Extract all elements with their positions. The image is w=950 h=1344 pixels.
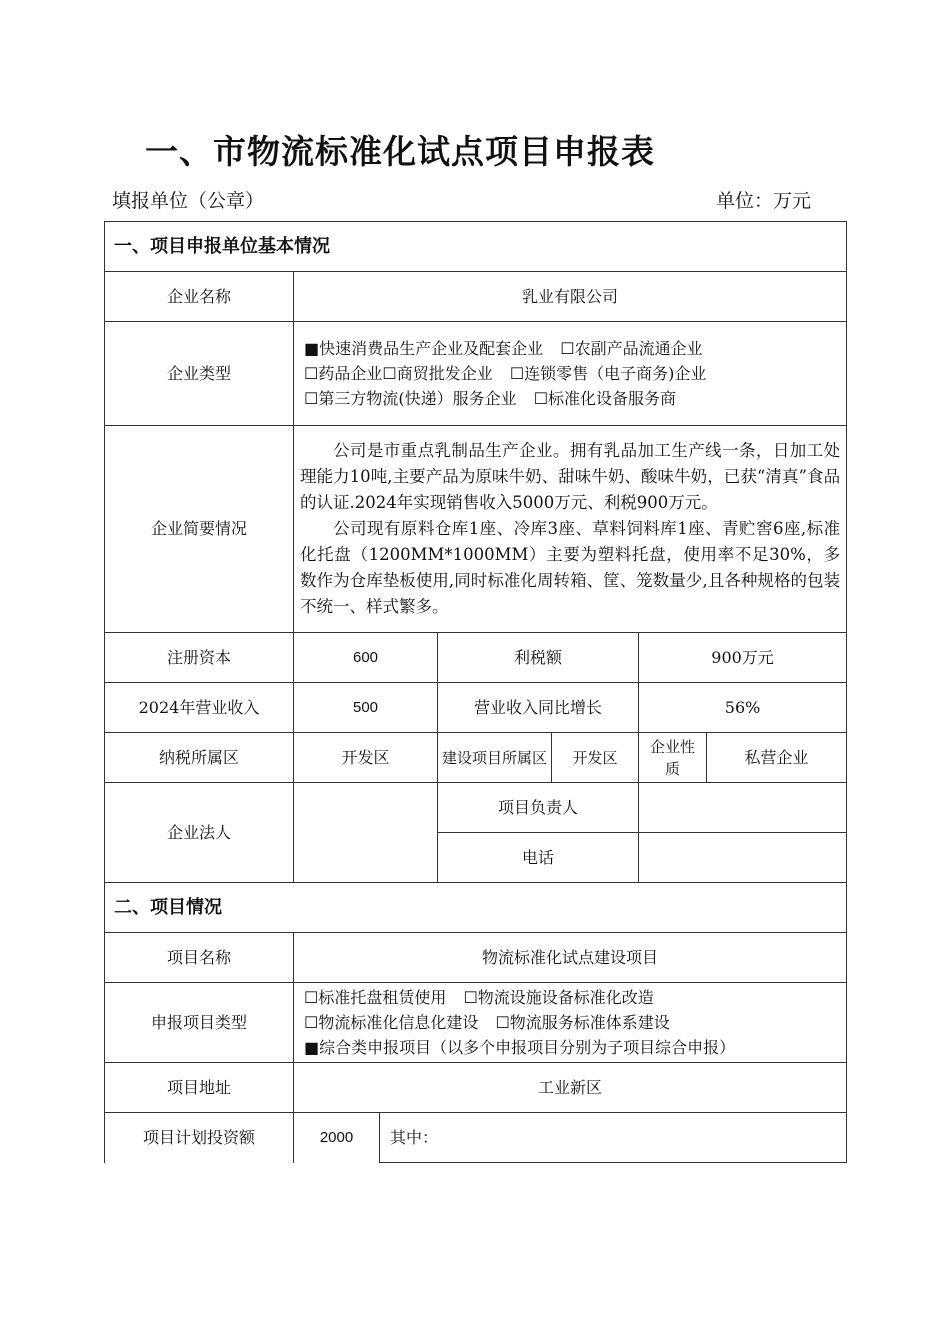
project-type-options	[294, 983, 847, 1063]
section-2-heading: 二、项目情况	[105, 883, 847, 933]
investment-breakdown[interactable]: 其中：	[380, 1113, 847, 1163]
profile-paragraph-2: 公司现有原料仓库1座、冷库3座、草料饲料库1座、青贮窖6座,标准化托盘（1200MM*1000MM）主要为塑料托盘，使用率不足30%，多数作为仓库垫板使用,同时标准化周转箱、筐、笼数量少,且各种规格的包装不统一、样式繁多。	[300, 519, 841, 616]
company-type-checkbox[interactable]: ☐第三方物流(快递）服务企业	[304, 389, 517, 408]
company-type-checkbox[interactable]: ☐标准化设备服务商	[533, 389, 677, 408]
profit-tax-value[interactable]: 900万元	[639, 633, 847, 683]
section-1-heading: 一、项目申报单位基本情况	[105, 222, 847, 272]
project-district-value[interactable]: 开发区	[552, 733, 639, 783]
revenue-value[interactable]: 500	[294, 683, 438, 733]
profit-tax-label: 利税额	[438, 633, 639, 683]
company-name-value[interactable]: 乳业有限公司	[294, 272, 847, 322]
company-type-checkbox[interactable]: ☐农副产品流通企业	[560, 339, 703, 358]
project-type-checkbox[interactable]: ☐物流服务标准体系建设	[495, 1013, 670, 1032]
investment-value[interactable]: 2000	[294, 1113, 380, 1163]
legal-rep-value[interactable]	[294, 783, 438, 883]
project-name-label: 项目名称	[105, 933, 294, 983]
project-type-checkbox[interactable]: ☐物流设施设备标准化改造	[463, 988, 654, 1007]
fill-unit-label: 填报单位（公章）	[112, 190, 265, 212]
phone-value[interactable]	[639, 833, 847, 883]
revenue-growth-value[interactable]: 56%	[639, 683, 847, 733]
company-type-checkbox[interactable]: ■快速消费品生产企业及配套企业	[304, 339, 544, 358]
project-type-checkbox[interactable]: ☐标准托盘租赁使用	[304, 988, 447, 1007]
money-unit-label: 单位：万元	[716, 190, 812, 212]
project-lead-value[interactable]	[639, 783, 847, 833]
company-type-checkbox[interactable]: ☐商贸批发企业	[382, 364, 493, 383]
company-nature-label: 企业性质	[639, 733, 707, 783]
company-type-options	[294, 322, 847, 426]
registered-capital-value[interactable]: 600	[294, 633, 438, 683]
project-type-checkbox[interactable]: ☐物流标准化信息化建设	[304, 1013, 479, 1032]
tax-district-value[interactable]: 开发区	[294, 733, 438, 783]
registered-capital-label: 注册资本	[105, 633, 294, 683]
revenue-growth-label: 营业收入同比增长	[438, 683, 639, 733]
revenue-label: 2024年营业收入	[105, 683, 294, 733]
company-name-label: 企业名称	[105, 272, 294, 322]
project-type-label: 申报项目类型	[105, 983, 294, 1063]
page-title: 一、市物流标准化试点项目申报表	[145, 132, 655, 171]
project-lead-label: 项目负责人	[438, 783, 639, 833]
profile-label: 企业简要情况	[105, 426, 294, 633]
phone-label: 电话	[438, 833, 639, 883]
company-type-checkbox[interactable]: ☐连锁零售（电子商务)企业	[509, 364, 707, 383]
application-form-table	[104, 221, 847, 1163]
legal-rep-label: 企业法人	[105, 783, 294, 883]
project-address-label: 项目地址	[105, 1063, 294, 1113]
project-name-value[interactable]: 物流标准化试点建设项目	[294, 933, 847, 983]
project-district-label: 建设项目所属区	[438, 733, 552, 783]
company-nature-value[interactable]: 私营企业	[707, 733, 847, 783]
project-type-checkbox[interactable]: ■综合类申报项目（以多个申报项目分别为子项目综合申报）	[304, 1038, 736, 1057]
project-address-value[interactable]: 工业新区	[294, 1063, 847, 1113]
profile-paragraph-1: 公司是市重点乳制品生产企业。拥有乳品加工生产线一条，日加工处理能力10吨,主要产品为原味牛奶、甜味牛奶、酸味牛奶，已获“清真”食品的认证.2024年实现销售收入5000万元、利税900万元。	[300, 441, 841, 512]
profile-text[interactable]	[294, 426, 847, 633]
tax-district-label: 纳税所属区	[105, 733, 294, 783]
company-type-checkbox[interactable]: ☐药品企业	[304, 364, 383, 383]
company-type-label: 企业类型	[105, 322, 294, 426]
investment-label: 项目计划投资额	[105, 1113, 294, 1163]
